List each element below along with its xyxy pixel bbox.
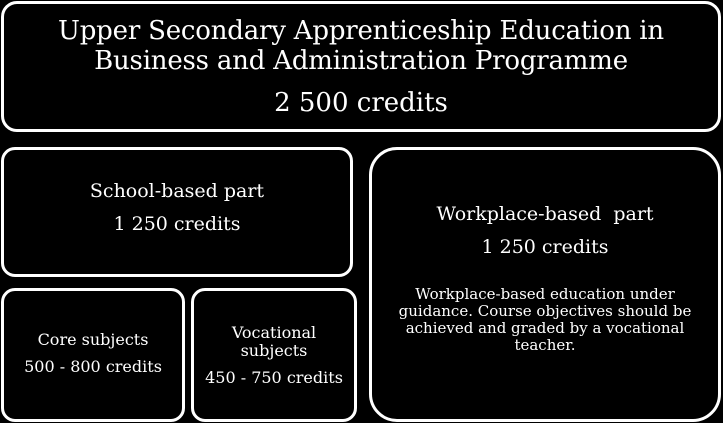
vocational-subjects-credits: 450 - 750 credits — [205, 367, 343, 387]
vocational-subjects-label: Vocational subjects — [231, 322, 317, 360]
programme-title-line-1: Upper Secondary Apprenticeship Education in — [58, 15, 664, 46]
workplace-based-credits: 1 250 credits — [481, 236, 609, 258]
programme-box — [1, 1, 721, 132]
vocational-subjects-box — [191, 288, 357, 422]
school-based-box — [1, 147, 353, 277]
programme-credits: 2 500 credits — [274, 87, 448, 118]
core-subjects-credits: 500 - 800 credits — [24, 356, 162, 376]
workplace-based-description: Workplace-based education under guidance. Course objectives should be achieved and graded by a vocational teacher. — [398, 285, 692, 354]
programme-title-line-2: Business and Administration Programme — [94, 45, 628, 76]
school-based-credits: 1 250 credits — [113, 212, 241, 235]
school-based-label: School-based part — [89, 179, 265, 202]
core-subjects-label: Core subjects — [37, 329, 149, 349]
workplace-based-label: Workplace-based part — [436, 203, 654, 225]
core-subjects-box — [1, 288, 185, 422]
workplace-based-box — [369, 147, 721, 422]
